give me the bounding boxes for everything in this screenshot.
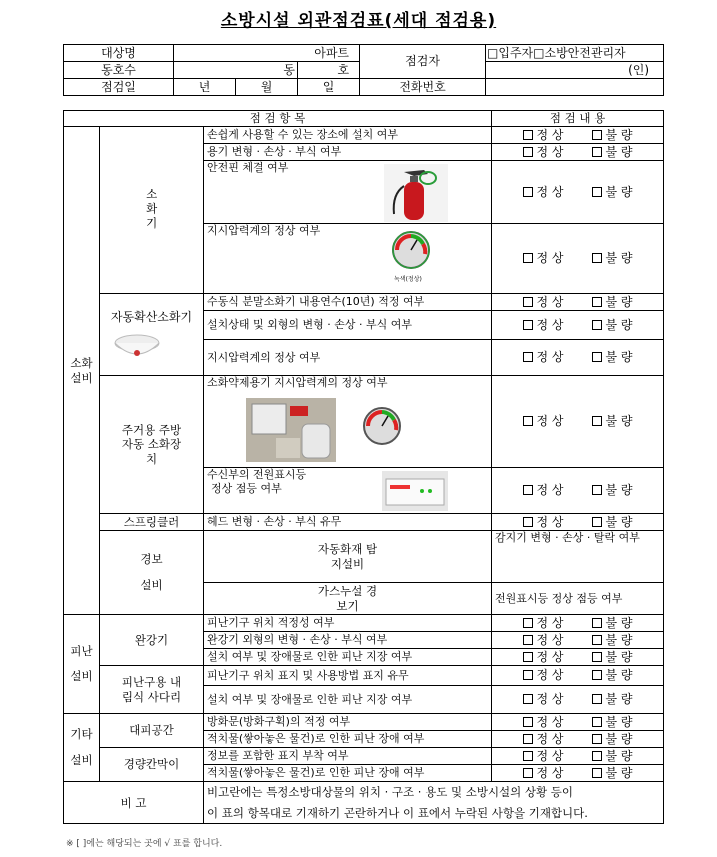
item-text: 피난기구 위치 적정성 여부 (204, 615, 492, 632)
result-cell[interactable]: 정 상 불 량 (492, 649, 664, 666)
date-label: 점검일 (64, 79, 174, 96)
remarks-text[interactable] (204, 782, 664, 824)
subgroup-gas: 가스누설 경보기 (204, 583, 492, 615)
header-items: 점 검 항 목 (64, 111, 492, 127)
remarks-line: 비고란에는 특정소방대상물의 위치 · 구조 · 용도 및 소방시설의 상황 등이 (207, 785, 574, 799)
item-text: 정보를 포함한 표지 부착 여부 (204, 748, 492, 765)
item-text: 손쉽게 사용할 수 있는 장소에 설치 여부 (204, 127, 492, 144)
group-evac: 피난설비 (64, 615, 100, 714)
subgroup-extinguisher: 소화기 (100, 127, 204, 294)
remarks-line: 이 표의 항목대로 기재하기 곤란하거나 이 표에서 누락된 사항을 기재합니다. (207, 805, 588, 820)
result-cell[interactable]: 정 상 불 량 (492, 632, 664, 649)
inspector-label: 점검자 (360, 45, 486, 79)
item-text: 헤드 변형 · 손상 · 부식 유무 (204, 514, 492, 531)
subgroup-ladder: 피난구용 내림식 사다리 (100, 666, 204, 714)
item-with-image (204, 468, 492, 514)
target-value[interactable]: 아파트 (174, 45, 360, 62)
item-with-image (204, 161, 492, 224)
result-cell[interactable]: 정 상 불 량 (492, 714, 664, 731)
header-content: 점 검 내 용 (492, 111, 664, 127)
result-cell[interactable]: 정 상 불 량 (492, 311, 664, 340)
item-text: 정상 점등 여부 (211, 481, 282, 495)
item-text: 수동식 분말소화기 내용연수(10년) 적정 여부 (204, 294, 492, 311)
date-month[interactable]: 월 (236, 79, 298, 96)
inspector-seal[interactable]: (인) (486, 62, 664, 79)
unit-dong[interactable]: 동 (174, 62, 298, 79)
inspector-options[interactable]: □입주자□소방안전관리자 (486, 45, 664, 62)
phone-value[interactable] (486, 79, 664, 96)
result-cell[interactable]: 정 상 불 량 (492, 224, 664, 294)
subgroup-descender: 완강기 (100, 615, 204, 666)
result-cell[interactable]: 정 상 불 량 (492, 294, 664, 311)
item-with-image (204, 376, 492, 468)
page-title: 소방시설 외관점검표(세대 점검용) (220, 11, 497, 31)
pressure-gauge-image (389, 230, 433, 278)
item-text: 지시압력계의 정상 여부 (207, 224, 321, 237)
subgroup-partition: 경량칸막이 (100, 748, 204, 782)
result-cell[interactable]: 정 상 불 량 (492, 340, 664, 376)
group-fire-ext: 소화설비 (64, 127, 100, 615)
item-text: 방화문(방화구획)의 적정 여부 (204, 714, 492, 731)
result-cell[interactable]: 정 상 불 량 (492, 765, 664, 782)
target-label: 대상명 (64, 45, 174, 62)
result-cell[interactable]: 정 상 불 량 (492, 731, 664, 748)
unit-label: 동호수 (64, 62, 174, 79)
result-cell[interactable]: 정 상 불 량 (492, 514, 664, 531)
result-cell[interactable]: 정 상 불 량 (492, 144, 664, 161)
group-alarm: 경보설비 (100, 531, 204, 615)
phone-label: 전화번호 (360, 79, 486, 96)
item-text: 적치물(쌓아놓은 물건)로 인한 피난 장애 여부 (204, 731, 492, 748)
extinguisher-image (384, 164, 448, 222)
item-text: 설치 여부 및 장애물로 인한 피난 지장 여부 (204, 649, 492, 666)
item-with-image (204, 224, 492, 294)
subgroup-auto-ext: 자동확산소화기 (100, 294, 204, 376)
item-text: 설치상태 및 외형의 변형 · 손상 · 부식 여부 (204, 311, 492, 340)
result-cell[interactable]: 정 상 불 량 (492, 666, 664, 686)
item-text: 용기 변형 · 손상 · 부식 여부 (204, 144, 492, 161)
item-text: 적치물(쌓아놓은 물건)로 인한 피난 장애 여부 (204, 765, 492, 782)
result-cell[interactable]: 정 상 불 량 (492, 468, 664, 514)
subgroup-sprinkler: 스프링클러 (100, 514, 204, 531)
item-with-image (492, 531, 664, 583)
subgroup-kitchen: 주거용 주방자동 소화장치 (100, 376, 204, 514)
group-other: 기타설비 (64, 714, 100, 782)
remarks-label: 비 고 (64, 782, 204, 824)
auto-extinguisher-image (111, 331, 163, 365)
subgroup-detector: 자동화재 탐지설비 (204, 531, 492, 583)
item-text: 설치 여부 및 장애물로 인한 피난 지장 여부 (204, 686, 492, 714)
item-text: 완강기 외형의 변형 · 손상 · 부식 여부 (204, 632, 492, 649)
result-cell[interactable]: 정 상 불 량 (492, 376, 664, 468)
item-text: 소화약제용기 지시압력계의 정상 여부 (207, 376, 388, 389)
inspection-table (63, 110, 664, 824)
date-year[interactable]: 년 (174, 79, 236, 96)
unit-ho[interactable]: 호 (298, 62, 360, 79)
item-text: 전원표시등 정상 점등 여부 (492, 583, 664, 615)
item-text: 피난기구 위치 표지 및 사용방법 표지 유무 (204, 666, 492, 686)
result-cell[interactable]: 정 상 불 량 (492, 161, 664, 224)
result-cell[interactable]: 정 상 불 량 (492, 127, 664, 144)
item-text: 지시압력계의 정상 여부 (204, 340, 492, 376)
pressure-gauge-image (360, 406, 404, 450)
item-text: 안전핀 체결 여부 (207, 161, 289, 174)
info-table (63, 44, 664, 96)
gauge-caption: 녹색(정상) (394, 276, 422, 283)
kitchen-system-image (246, 398, 336, 462)
footnote: ※ [ ]에는 해당되는 곳에 √ 표를 합니다. (66, 839, 223, 849)
result-cell[interactable]: 정 상 불 량 (492, 686, 664, 714)
result-cell[interactable]: 정 상 불 량 (492, 615, 664, 632)
subgroup-refuge: 대피공간 (100, 714, 204, 748)
date-day[interactable]: 일 (298, 79, 360, 96)
receiver-panel-image (382, 471, 448, 511)
result-cell[interactable]: 정 상 불 량 (492, 748, 664, 765)
item-text: 수신부의 전원표시등 (207, 468, 307, 481)
item-text: 감지기 변형 · 손상 · 탈락 여부 (495, 531, 640, 544)
